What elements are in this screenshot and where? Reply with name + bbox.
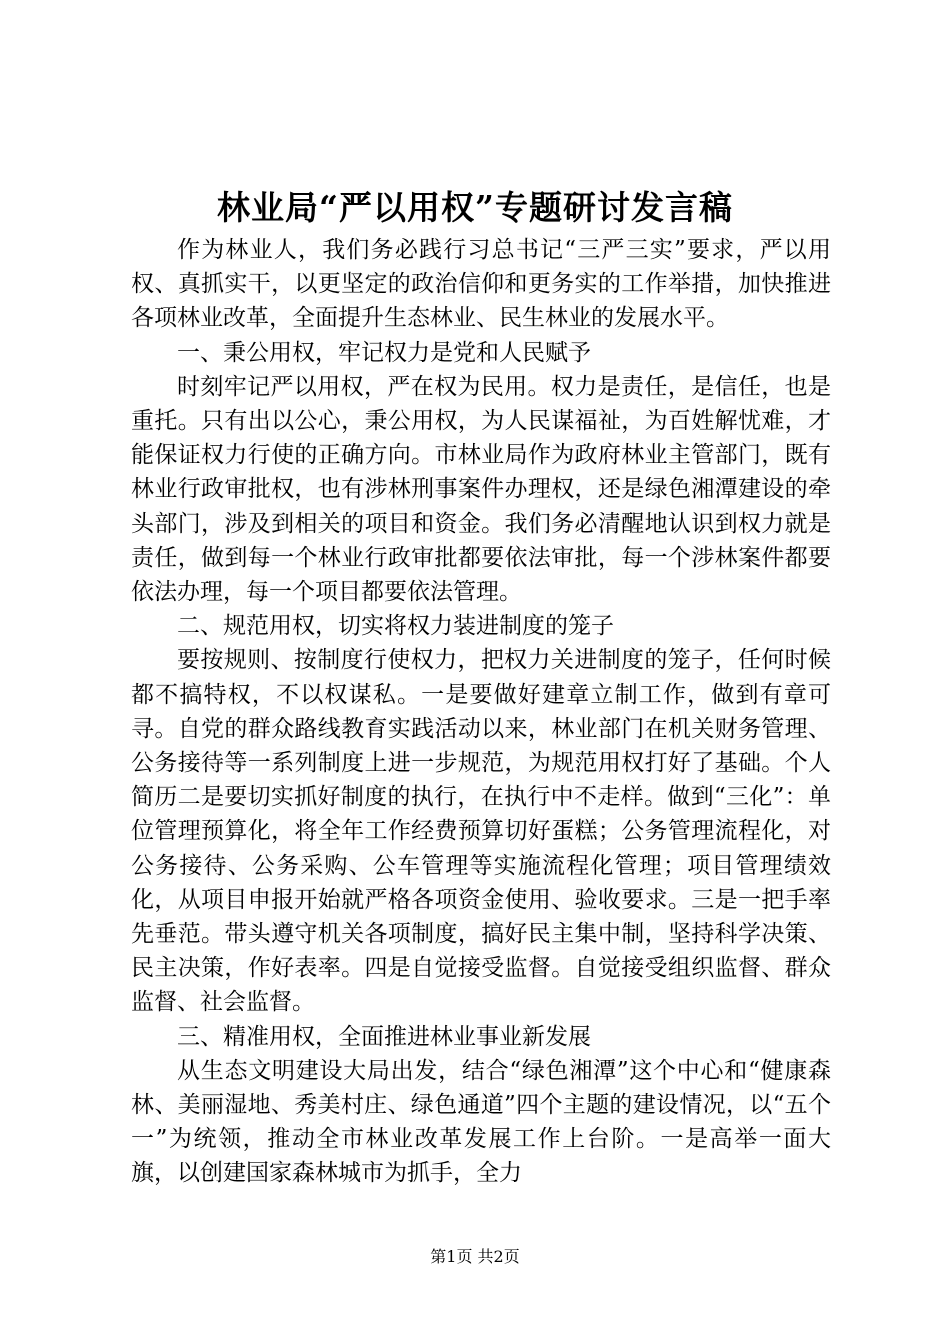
- paragraph-section-3: 从生态文明建设大局出发，结合“绿色湘潭”这个中心和“健康森林、美丽湿地、秀美村庄、绿色通道”四个主题的建设情况，以“五个一”为统领，推动全市林业改革发展工作上台阶。一是高举一面大旗，以创建国家森林城市为抓手，全力: [131, 1057, 831, 1187]
- document-title: 林业局“严以用权”专题研讨发言稿: [217, 188, 733, 227]
- paragraph-section-2: 要按规则、按制度行使权力，把权力关进制度的笼子，任何时候都不搞特权，不以权谋私。一是要做好建章立制工作，做到有章可寻。自党的群众路线教育实践活动以来，林业部门在机关财务管理、公务接待等一系列制度上进一步规范，为规范用权打好了基础。个人简历二是要切实抓好制度的执行，在执行中不走样。做到“三化”：单位管理预算化，将全年工作经费预算切好蛋糕；公务管理流程化，对公务接待、公务采购、公车管理等实施流程化管理；项目管理绩效化，从项目申报开始就严格各项资金使用、验收要求。三是一把手率先垂范。带头遵守机关各项制度，搞好民主集中制，坚持科学决策、民主决策，作好表率。四是自觉接受监督。自觉接受组织监督、群众监督、社会监督。: [131, 647, 831, 1016]
- page-number-footer: 第1页 共2页: [430, 1247, 520, 1266]
- section-heading-1: 一、秉公用权，牢记权力是党和人民赋予: [177, 339, 591, 366]
- section-heading-2: 二、规范用权，切实将权力装进制度的笼子: [177, 613, 614, 640]
- paragraph-section-1: 时刻牢记严以用权，严在权为民用。权力是责任，是信任，也是重托。只有出以公心，秉公用权，为人民谋福祉，为百姓解忧难，才能保证权力行使的正确方向。市林业局作为政府林业主管部门，既有林业行政审批权，也有涉林刑事案件办理权，还是绿色湘潭建设的牵头部门，涉及到相关的项目和资金。我们务必清醒地认识到权力就是责任，做到每一个林业行政审批都要依法审批，每一个涉林案件都要依法办理，每一个项目都要依法管理。: [131, 373, 831, 606]
- document-body: [131, 233, 831, 1191]
- section-heading-3: 三、精准用权，全面推进林业事业新发展: [177, 1023, 591, 1050]
- paragraph-intro: 作为林业人，我们务必践行习总书记“三严三实”要求，严以用权、真抓实干，以更坚定的政治信仰和更务实的工作举措，加快推进各项林业改革，全面提升生态林业、民生林业的发展水平。: [131, 237, 831, 332]
